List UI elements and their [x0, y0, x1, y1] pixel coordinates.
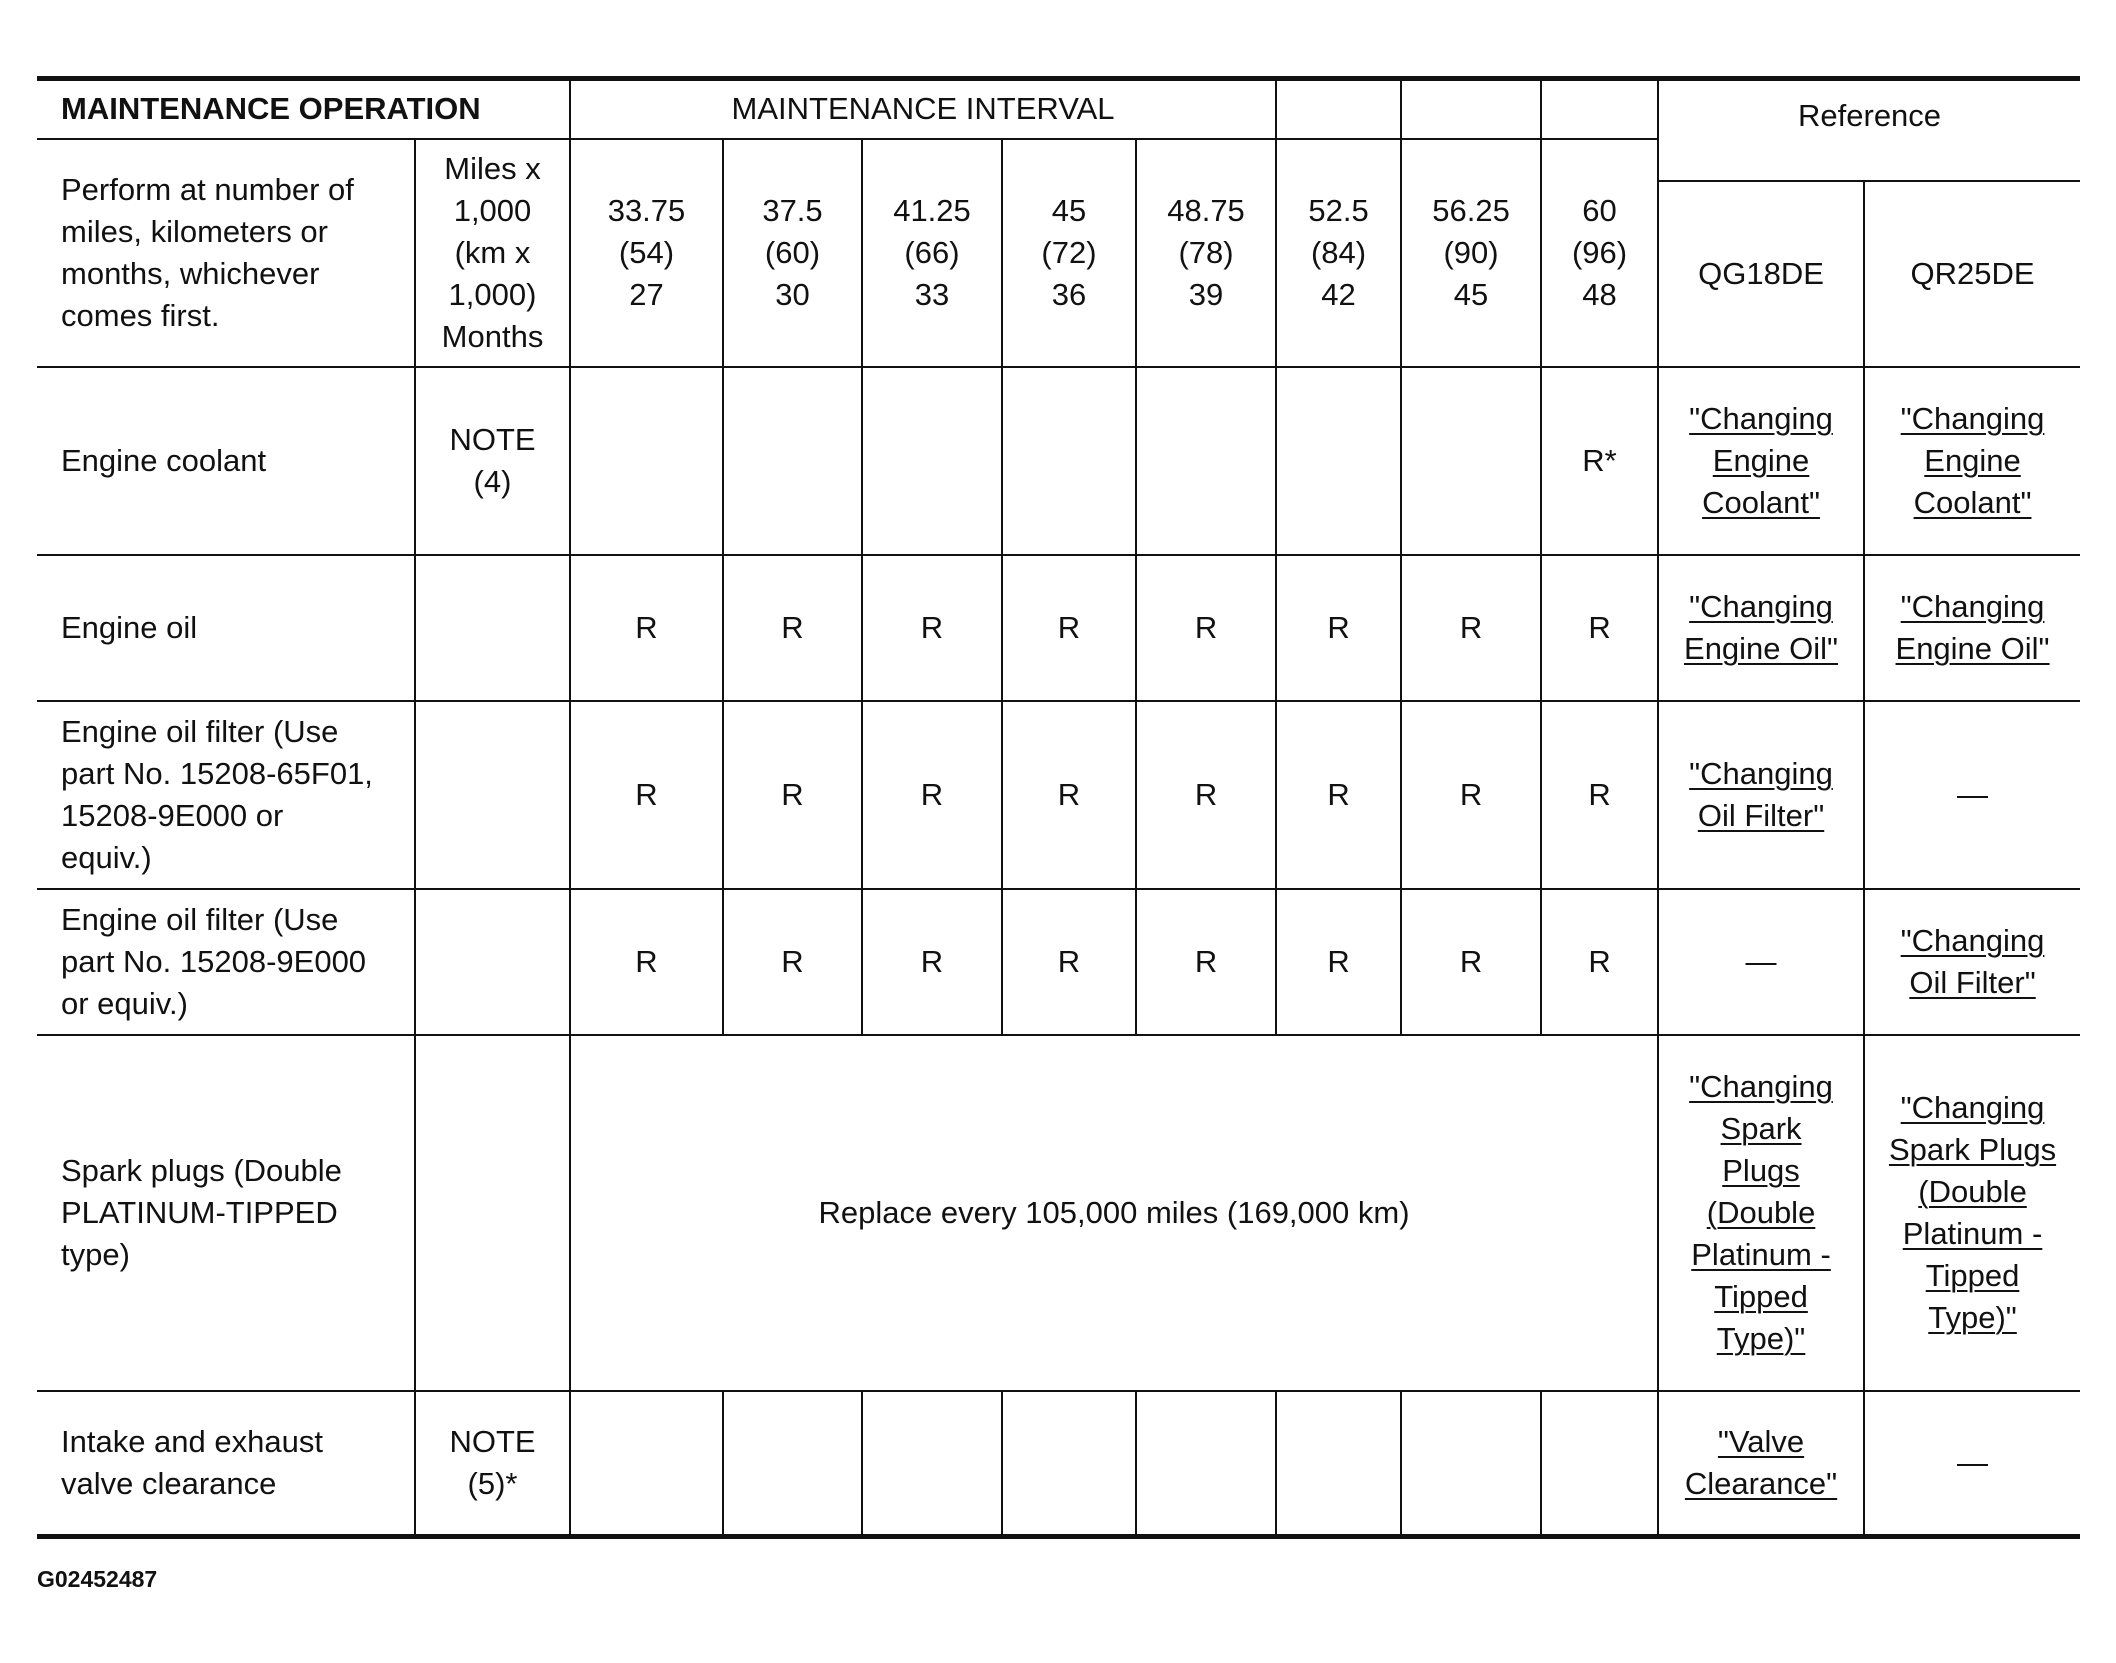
interval-mark — [570, 1391, 723, 1537]
interval-mark: R — [1276, 701, 1401, 889]
interval-mark: R — [1136, 555, 1276, 701]
table-row — [37, 1035, 2080, 1391]
note-cell — [415, 889, 570, 1035]
interval-column-header: 37.5 (60) 30 — [723, 139, 862, 367]
interval-mark — [1002, 1391, 1136, 1537]
interval-column-header: 45 (72) 36 — [1002, 139, 1136, 367]
reference-link[interactable]: "Changing Engine Coolant" — [1900, 400, 2045, 520]
operation-name: Spark plugs (Double PLATINUM-TIPPED type) — [37, 1035, 415, 1391]
units-header: Miles x 1,000 (km x 1,000) Months — [415, 139, 570, 367]
reference-link[interactable]: "Changing Spark Plugs (Double Platinum - Tipped Type)" — [1888, 1089, 2057, 1335]
interval-mark — [1136, 1391, 1276, 1537]
interval-mark: R — [1401, 889, 1541, 1035]
table-row — [37, 701, 2080, 889]
interval-mark: R — [1002, 555, 1136, 701]
interval-mark: R — [862, 701, 1002, 889]
interval-mark: R — [1541, 555, 1658, 701]
interval-mark: R — [1002, 889, 1136, 1035]
operation-name: Engine oil — [37, 555, 415, 701]
interval-header-blank — [1541, 79, 1658, 139]
reference-link[interactable]: "Changing Engine Oil" — [1895, 588, 2050, 666]
interval-mark: R — [1276, 555, 1401, 701]
interval-mark: R — [723, 701, 862, 889]
reference-cell-qr25de — [1864, 889, 2080, 1035]
reference-cell-qg18de: — — [1658, 889, 1864, 1035]
note-cell — [415, 555, 570, 701]
reference-cell-qr25de: — — [1864, 1391, 2080, 1537]
interval-mark — [1136, 367, 1276, 555]
table-row — [37, 555, 2080, 701]
header-row-spacer — [37, 139, 2080, 181]
interval-column-header: 52.5 (84) 42 — [1276, 139, 1401, 367]
perform-at-text: Perform at number of miles, kilometers or months, whichever comes first. — [37, 139, 415, 367]
interval-column-header: 33.75 (54) 27 — [570, 139, 723, 367]
interval-column-header: 48.75 (78) 39 — [1136, 139, 1276, 367]
interval-column-header: 60 (96) 48 — [1541, 139, 1658, 367]
interval-mark: R — [570, 701, 723, 889]
table-row — [37, 889, 2080, 1035]
interval-mark — [1401, 1391, 1541, 1537]
operation-name: Engine coolant — [37, 367, 415, 555]
interval-header-blank — [1401, 79, 1541, 139]
note-cell: NOTE (4) — [415, 367, 570, 555]
interval-mark: R — [570, 889, 723, 1035]
interval-mark: R* — [1541, 367, 1658, 555]
interval-mark — [1002, 367, 1136, 555]
interval-column-header: 41.25 (66) 33 — [862, 139, 1002, 367]
maintenance-interval-header: MAINTENANCE INTERVAL — [570, 79, 1276, 139]
figure-id: G02452487 — [37, 1566, 158, 1592]
interval-mark: R — [1541, 701, 1658, 889]
interval-mark — [862, 367, 1002, 555]
table-row — [37, 367, 2080, 555]
interval-mark: R — [1276, 889, 1401, 1035]
interval-mark: R — [1401, 701, 1541, 889]
reference-header: Reference — [1658, 79, 2080, 139]
interval-mark: R — [570, 555, 723, 701]
interval-mark: R — [862, 889, 1002, 1035]
replace-interval-note: Replace every 105,000 miles (169,000 km) — [570, 1035, 1658, 1391]
table-row — [37, 1391, 2080, 1537]
reference-cell-qr25de: — — [1864, 701, 2080, 889]
interval-mark: R — [1541, 889, 1658, 1035]
interval-mark: R — [723, 889, 862, 1035]
interval-mark — [862, 1391, 1002, 1537]
interval-mark: R — [1136, 701, 1276, 889]
interval-mark — [1276, 367, 1401, 555]
reference-header-lower — [1658, 139, 2080, 181]
interval-mark: R — [723, 555, 862, 701]
reference-link[interactable]: "Changing Oil Filter" — [1900, 922, 2045, 1000]
operation-name: Engine oil filter (Use part No. 15208-65F01, 15208-9E000 or equiv.) — [37, 701, 415, 889]
note-cell — [415, 1035, 570, 1391]
reference-link[interactable]: "Changing Engine Oil" — [1684, 588, 1839, 666]
header-row-top — [37, 79, 2080, 139]
interval-mark: R — [1401, 555, 1541, 701]
interval-mark — [570, 367, 723, 555]
reference-link[interactable]: "Valve Clearance" — [1684, 1423, 1838, 1501]
interval-column-header: 56.25 (90) 45 — [1401, 139, 1541, 367]
interval-mark: R — [1136, 889, 1276, 1035]
note-cell — [415, 701, 570, 889]
operation-name: Engine oil filter (Use part No. 15208-9E000 or equiv.) — [37, 889, 415, 1035]
engine-qg18de-header: QG18DE — [1658, 181, 1864, 367]
interval-mark — [1401, 367, 1541, 555]
reference-cell-qr25de — [1864, 555, 2080, 701]
reference-cell-qr25de — [1864, 1035, 2080, 1391]
reference-link[interactable]: "Changing Oil Filter" — [1689, 755, 1833, 833]
reference-link[interactable]: "Changing Engine Coolant" — [1689, 400, 1833, 520]
interval-mark — [723, 1391, 862, 1537]
reference-cell-qg18de — [1658, 555, 1864, 701]
reference-cell-qr25de — [1864, 367, 2080, 555]
reference-cell-qg18de — [1658, 701, 1864, 889]
maintenance-schedule-table — [37, 76, 2080, 1539]
interval-mark: R — [862, 555, 1002, 701]
maintenance-operation-header: MAINTENANCE OPERATION — [37, 79, 570, 139]
reference-cell-qg18de — [1658, 1035, 1864, 1391]
interval-mark — [723, 367, 862, 555]
interval-mark: R — [1002, 701, 1136, 889]
engine-qr25de-header: QR25DE — [1864, 181, 2080, 367]
reference-cell-qg18de — [1658, 367, 1864, 555]
interval-header-blank — [1276, 79, 1401, 139]
note-cell: NOTE (5)* — [415, 1391, 570, 1537]
operation-name: Intake and exhaust valve clearance — [37, 1391, 415, 1537]
interval-mark — [1541, 1391, 1658, 1537]
reference-link[interactable]: "Changing Spark Plugs (Double Platinum - Tipped Type)" — [1689, 1068, 1833, 1356]
reference-cell-qg18de — [1658, 1391, 1864, 1537]
interval-mark — [1276, 1391, 1401, 1537]
